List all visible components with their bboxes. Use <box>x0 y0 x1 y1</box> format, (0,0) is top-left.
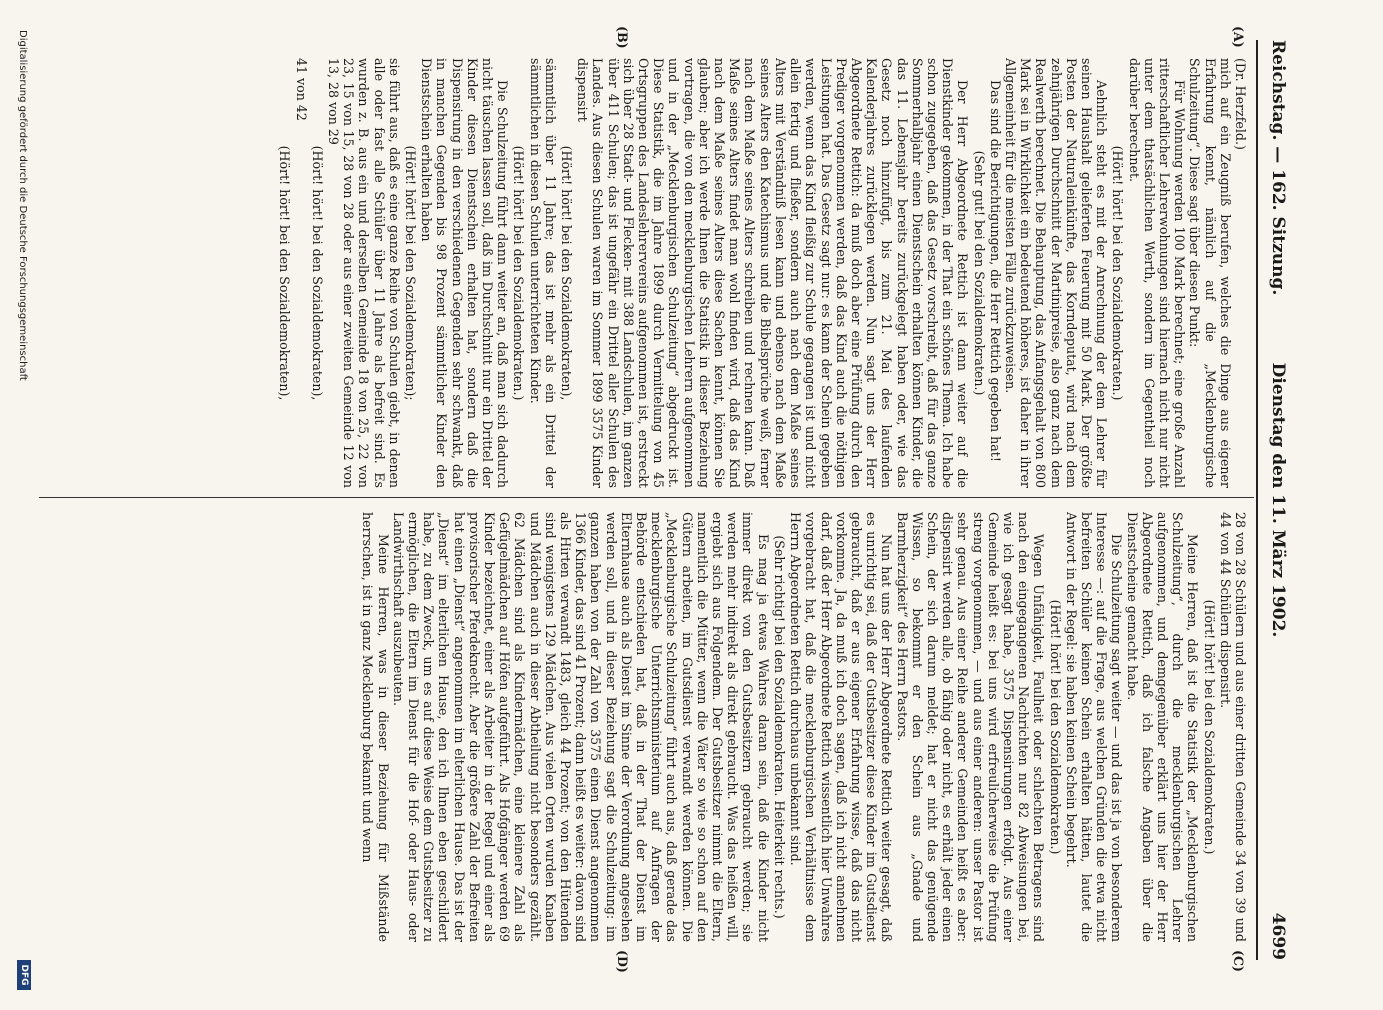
paragraph: Nun hat uns der Herr Abgeordnete Rettich weiter gesagt, daß es unrichtig sei, daß der Gutsbesitzer diese Kinder im Gutsdienst gebraucht, daß er aus eigener Erfahrung wisse, daß das nicht vorkomme. Ja, da muß ich doch sagen, daß ich nicht annehmen darf, daß der Herr Abgeordnete Rettich wissentlich hier Unwahres vorgebracht hat, daß die mecklenburgischen Verhältnisse dem Herrn Abgeordneten Rettich durchaus unbekannt sind. <box>788 512 895 942</box>
header-left: Reichstag. — 162. Sitzung. <box>1268 40 1288 296</box>
paragraph: Es mag ja etwas Wahres daran sein, daß die Kinder nicht immer direkt von den Gutsbesitzern gebraucht werden; sie werden mehr indirekt als direkt gebraucht. Was das heißen will, ergiebt sich aus Folgendem. Der Gutsbesitzer nimmt die Eltern, namentlich die Mütter, wenn die Väter so wie so schon auf den Gütern arbeiten, im Gutsdienst verwandt werden können. Die „Mecklenburgische Schulzeitung“ führt auch aus, daß gerade das mecklenburgische Unterrichtsministerium auf Anfragen der Behörde entschieden hat, daß in der That der Dienst im Elternhause auch als Dienst im Sinne der Verordnung angesehen werden soll, und in dieser Beziehung sagt die Schulzeitung: im ganzen haben von der Zahl von 3575 einen Dienst angenommen 1366 Kinder, das sind 41 Prozent; dann heißt es weiter: davon sind als Hirten verwandt 1483, gleich 44 Prozent; von den Hütenden sind wenigstens 129 Mädchen. Aus vielen Orten wurden Knaben und Mädchen auch in dieser Abtheilung nicht besonders gezählt. 62 Mädchen sind als Kindermädchen, eine kleinere Zahl als Gefügelmädchen auf Höfen aufgeführt. Als Hofgänger werden 69 Kinder bezeichnet, einer als Arbeiter in der Regel und einer als provisorischer Pferdeknecht. Aber die größere Zahl der Befreiten hat einen „Dienst“ angenommen im elterlichen Hause. Das ist der „Dienst“ im elterlichen Hause, den ich Ihnen eben geschildert habe, zu dem Zweck, um es auf diese Weise dem Gutsbesitzer zu ermöglichen, die Eltern im Dienst für die Hof- oder Haus- oder Landwirthschaft auszubeuten. <box>390 512 771 942</box>
interjection: (Sehr richtig! bei den Sozialdemokraten. Heiterkeit rechts.) <box>771 535 787 919</box>
paragraph: mich auf ein Zeugniß berufen, welches die Dinge aus eigener Erfahrung kennt, nämlich auf die „Mecklenburgische Schulzeitung“. Diese sagt über diesen Punkt: <box>1187 58 1233 488</box>
interjection: (Hört! hört! bei den Sozialdemokraten), <box>277 145 293 401</box>
paragraph: sie führt aus, daß es eine ganze Reihe von Schulen giebt, in denen alle oder fast alle Schüler über 11 Jahre als befreit sind. Es wurden z. B. aus ein und derselben Gemeinde 18 von 25, 22 von 23, 15 von 15, 28 von 28 oder aus einer zweiten Gemeinde 12 von 13, 28 von 29 <box>326 58 402 488</box>
margin-marker-b: (B) <box>615 26 630 49</box>
header-rule <box>1256 40 1258 960</box>
paragraph: Meine Herren, was in dieser Beziehung für Mißstände herrschen, ist in ganz Mecklenburg bekannt und wenn <box>360 512 391 942</box>
paragraph: Meine Herren, daß ist die Statistik der „Mecklenburgischen Schulzeitung“, durch die mecklenburgischen Lehrer aufgenommen, und demgegenüber erklärt uns hier der Herr Abgeordnete Rettich, daß ich falsche Angaben über die Dienstscheine gemacht habe. <box>1124 512 1201 942</box>
paragraph: Aehnlich steht es mit der Anrechnung der dem Lehrer für seinen Haushalt gelieferten Feuerung mit 50 Mark. Der größte Posten der Naturaleinkünfte, das Korndeputat, wird nach dem zehnjährigen Durchschnitt der Martinipreise, also ganz nach dem Realwerth berechnet. Die Behauptung, das Anfangsgehalt von 800 Mark sei in Wirklichkeit ein bedeutend höheres, ist daher in ihrer Allgemeinheit für die meisten Fälle zurückzuweisen. <box>1002 58 1110 488</box>
interjection: (Hört! hört! bei den Sozialdemokraten), <box>309 145 325 401</box>
paragraph: Die Schulzeitung führt dann weiter an, daß man sich dadurch nicht täuschen lassen soll, daß im Durchschnitt nur ein Drittel der Kinder diesen Dienstschein erhalten hat, sondern daß die Dispensirung in den verschiedenen Gegenden sehr schwankt, daß in manchen Gegenden bis 98 Prozent sämmtlicher Kinder den Dienstschein erhalten haben <box>419 58 511 488</box>
interjection: (Hört! hört! bei den Sozialdemokraten); <box>403 145 419 401</box>
paragraph: Das sind die Berichtigungen, die Herr Rettich gegeben hat! <box>987 80 1003 462</box>
interjection: (Sehr gut! bei den Sozialdemokraten.) <box>971 150 987 396</box>
paragraph: sämmtlich über 11 Jahre; das ist mehr als ein Drittel der sämmtlichen in diesen Schulen unterrichteten Kinder. <box>527 58 558 488</box>
right-column <box>48 512 1248 942</box>
paragraph: Die Schulzeitung sagt weiter — und das ist ja von besonderem Interesse —: auf die Frage, aus welchen Gründen die etwa nicht befreiten Schüler keinen Schein erhalten hätten, lautet die Antwort in der Regel: sie haben keinen Schein begehrt. <box>1063 512 1125 942</box>
dfg-logo: DFG <box>17 960 31 990</box>
page-number: 4699 <box>1268 912 1288 960</box>
margin-marker-a: (A) <box>1231 26 1246 48</box>
header-date: Dienstag den 11. März 1902. <box>1268 362 1288 638</box>
column-divider <box>39 497 1254 498</box>
paragraph: Der Herr Abgeordnete Rettich ist dann weiter auf die Dienstkinder gekommen, in der That ein schönes Thema. Ich habe schon zugegeben, daß das Gesetz vorschreibt, daß für das ganze Sommerhalbjahr einen Dienstschein erhalten können Kinder, die das 11. Lebensjahr bereits zurückgelegt haben oder, wie das Gesetz noch hinzufügt, bis zum 21. Mai des laufenden Kalenderjahres zurücklegen werden. Nun sagt uns der Herr Abgeordnete Rettich: da muß doch aber eine Prüfung durch den Prediger vorgenommen werden, daß das Kind auch die nöthigen Leistungen hat. Das Gesetz sagt nur: es kann der Schein gegeben werden, wenn das Kind fleißig zur Schule gegangen ist und nicht allein fertig und fließer, sondern auch nach dem Maße seines Alters mit Verständniß lesen kann und ebenso nach dem Maße seines Alters den Katechismus und die Bibelsprüche weiß, ferner nach dem Maße seines Alters schreiben und rechnen kann. Daß Maße seines Alters findet man wohl finden wird, daß das Kind nach dem Maße seines Alters diese Sachen kennt, können Sie glauben; aber ich werde Ihnen die Statistik in dieser Beziehung vortragen, die von den mecklenburgischen Lehrern aufgenommen und in der „Mecklenburgischen Schulzeitung“ abgedruckt ist. Diese Statistik, die im Jahre 1899 durch Vermittelung von 45 Ortsgruppen des Landeslehrervereins aufgenommen ist, erstreckt sich über 28 Stadt- und Flecken- mit 388 Landschulen, im ganzen über 411 Schulen; das ist ungefähr ein Drittel aller Schulen des Landes. Aus diesen Schulen waren im Sommer 1899 3575 Kinder dispensirt <box>575 58 971 488</box>
paragraph: 28 von 28 Schülern und aus einer dritten Gemeinde 34 von 39 und 44 von 44 Schülern dispensirt. <box>1217 512 1248 942</box>
margin-marker-d: (D) <box>615 950 630 973</box>
left-column <box>48 58 1248 488</box>
interjection: (Hört! hört! bei den Sozialdemokraten.) <box>1047 599 1063 855</box>
interjection: (Hört! hört! bei den Sozialdemokraten.) <box>511 145 527 401</box>
paragraph: Wegen Unfähigkeit, Faulheit oder schlechten Betragens sind nach den eingegangenen Nachrichten nur 82 Abweisungen bei, wie ich gesagt habe, 3575 Dispensirungen erfolgt. Aus einer Gemeinde heißt es: bei uns wird erfreulicherweise die Prüfung streng vorgenommen, — und aus einer anderen: unser Pastor ist sehr genau. Aus einer Reihe anderer Gemeinden heißt es aber: dispensirt werden alle, ob fähig oder nicht, es erhält jeder einen Schein, der sich darum meldet; hat er nicht das genügende Wissen, so bekommt er den Schein aus „Gnade und Barmherzigkeit“ des Herrn Pastors. <box>894 512 1047 942</box>
paragraph: (Dr. Herzfeld.) <box>1233 58 1248 150</box>
interjection: (Hört! hört! bei den Sozialdemokraten.) <box>1110 145 1126 401</box>
paragraph: Für Wohnung werden 100 Mark berechnet; eine große Anzahl ritterschaftlicher Lehrerwohnungen sind hiernach nicht nur nicht unter dem thatsächlichen Werth, sondern im Gegentheil noch darüber berechnet. <box>1126 58 1188 488</box>
digitization-note: Digitalisierung gefördert durch die Deutsche Forschungsgemeinschaft <box>17 30 28 381</box>
page-header <box>1260 40 1288 960</box>
interjection: (Hört! hört! bei den Sozialdemokraten), <box>559 145 575 401</box>
interjection: (Hört! hört! bei den Sozialdemokraten.) <box>1201 599 1217 855</box>
paragraph: 41 von 42 <box>293 58 309 121</box>
margin-marker-c: (C) <box>1231 950 1246 972</box>
